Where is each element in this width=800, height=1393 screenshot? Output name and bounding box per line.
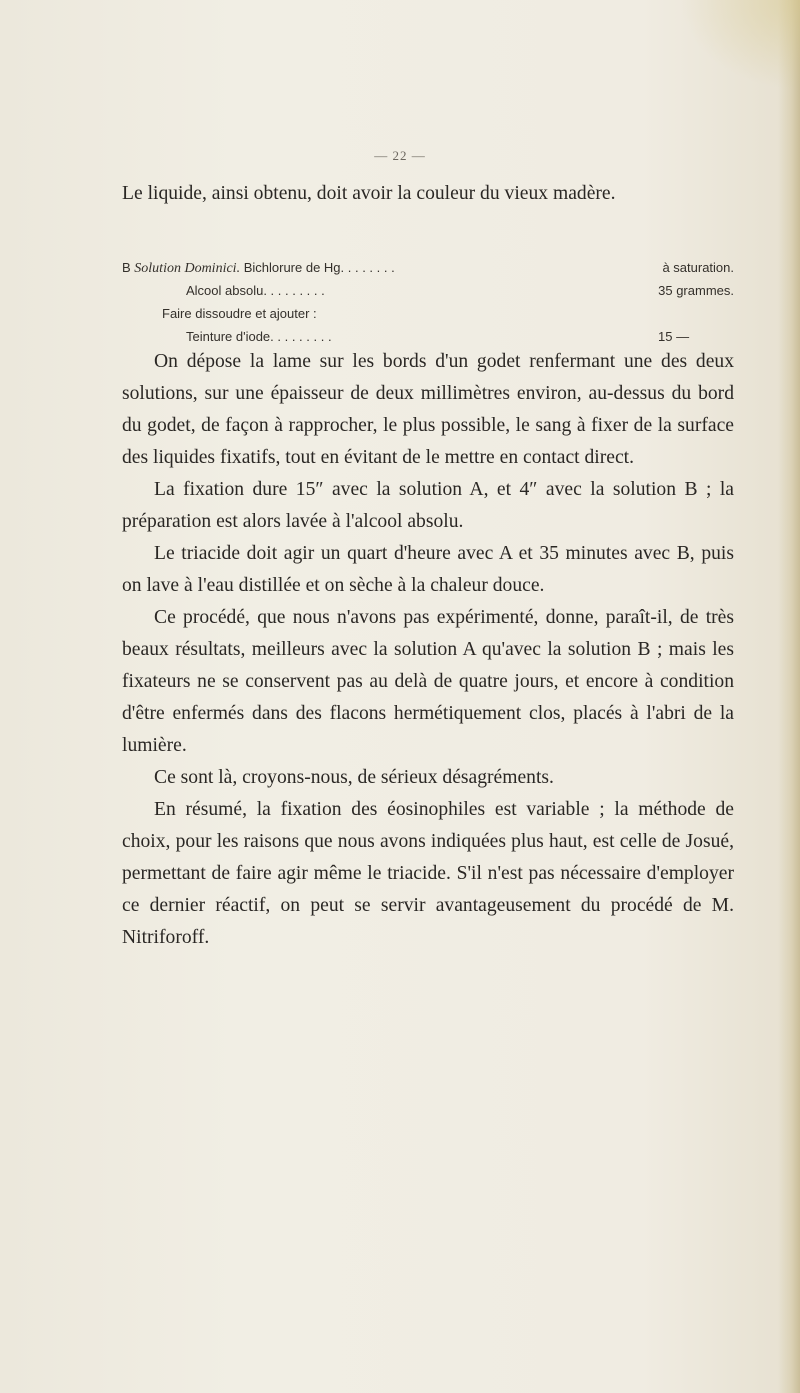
recipe-ingredient: Alcool absolu. . . . . . . . . [186,283,325,298]
recipe-line [122,256,734,279]
recipe-block [122,256,734,348]
recipe-amount: 35 grammes. [658,283,734,298]
intro-paragraph: Le liquide, ainsi obtenu, doit avoir la couleur du vieux madère. [122,183,616,204]
page-stain [680,0,800,90]
body-text [122,346,734,954]
recipe-ingredient: Teinture d'iode. . . . . . . . . [186,329,332,344]
recipe-title [122,256,395,280]
paragraph: En résumé, la fixation des éosinophiles est variable ; la méthode de choix, pour les raisons que nous avons indiquées plus haut, est celle de Josué, permettant de faire agir même le triacide. S'il n'est pas nécessaire d'employer ce dernier réactif, on peut se servir avantageusement du procédé de M. Nitriforoff. [122,799,734,948]
recipe-line [122,302,734,325]
recipe-line [122,279,734,302]
page-edge-shadow [778,0,800,1393]
recipe-amount: à saturation. [662,260,734,275]
paragraph: Le triacide doit agir un quart d'heure avec A et 35 minutes avec B, puis on lave à l'eau distillée et on sèche à la chaleur douce. [122,543,734,596]
recipe-ingredient: Bichlorure de Hg. . . . . . . . [243,260,395,275]
page-number: — 22 — [374,148,426,163]
paragraph: La fixation dure 15″ avec la solution A, et 4″ avec la solution B ; la préparation est alors lavée à l'alcool absolu. [122,479,734,532]
paragraph: Ce sont là, croyons-nous, de sérieux désagréments. [154,767,554,788]
paragraph: On dépose la lame sur les bords d'un godet renfermant une des deux solutions, sur une épaisseur de deux millimètres environ, au-dessus du bord du godet, de façon à rapprocher, le plus possible, le sang à fixer de la surface des liquides fixatifs, tout en évitant de le mettre en contact direct. [122,351,734,468]
recipe-amount: 15 — [658,329,690,344]
paragraph: Ce procédé, que nous n'avons pas expérimenté, donne, paraît-il, de très beaux résultats, meilleurs avec la solution A qu'avec la solution B ; mais les fixateurs ne se conservent pas au delà de quatre jours, et encore à condition d'être enfermés dans des flacons hermétiquement clos, placés à l'abri de la lumière. [122,607,734,756]
solution-title: Solution Dominici. [134,261,241,276]
recipe-instruction: Faire dissoudre et ajouter : [162,306,317,321]
recipe-line [122,325,734,348]
recipe-marker: B [122,260,131,275]
